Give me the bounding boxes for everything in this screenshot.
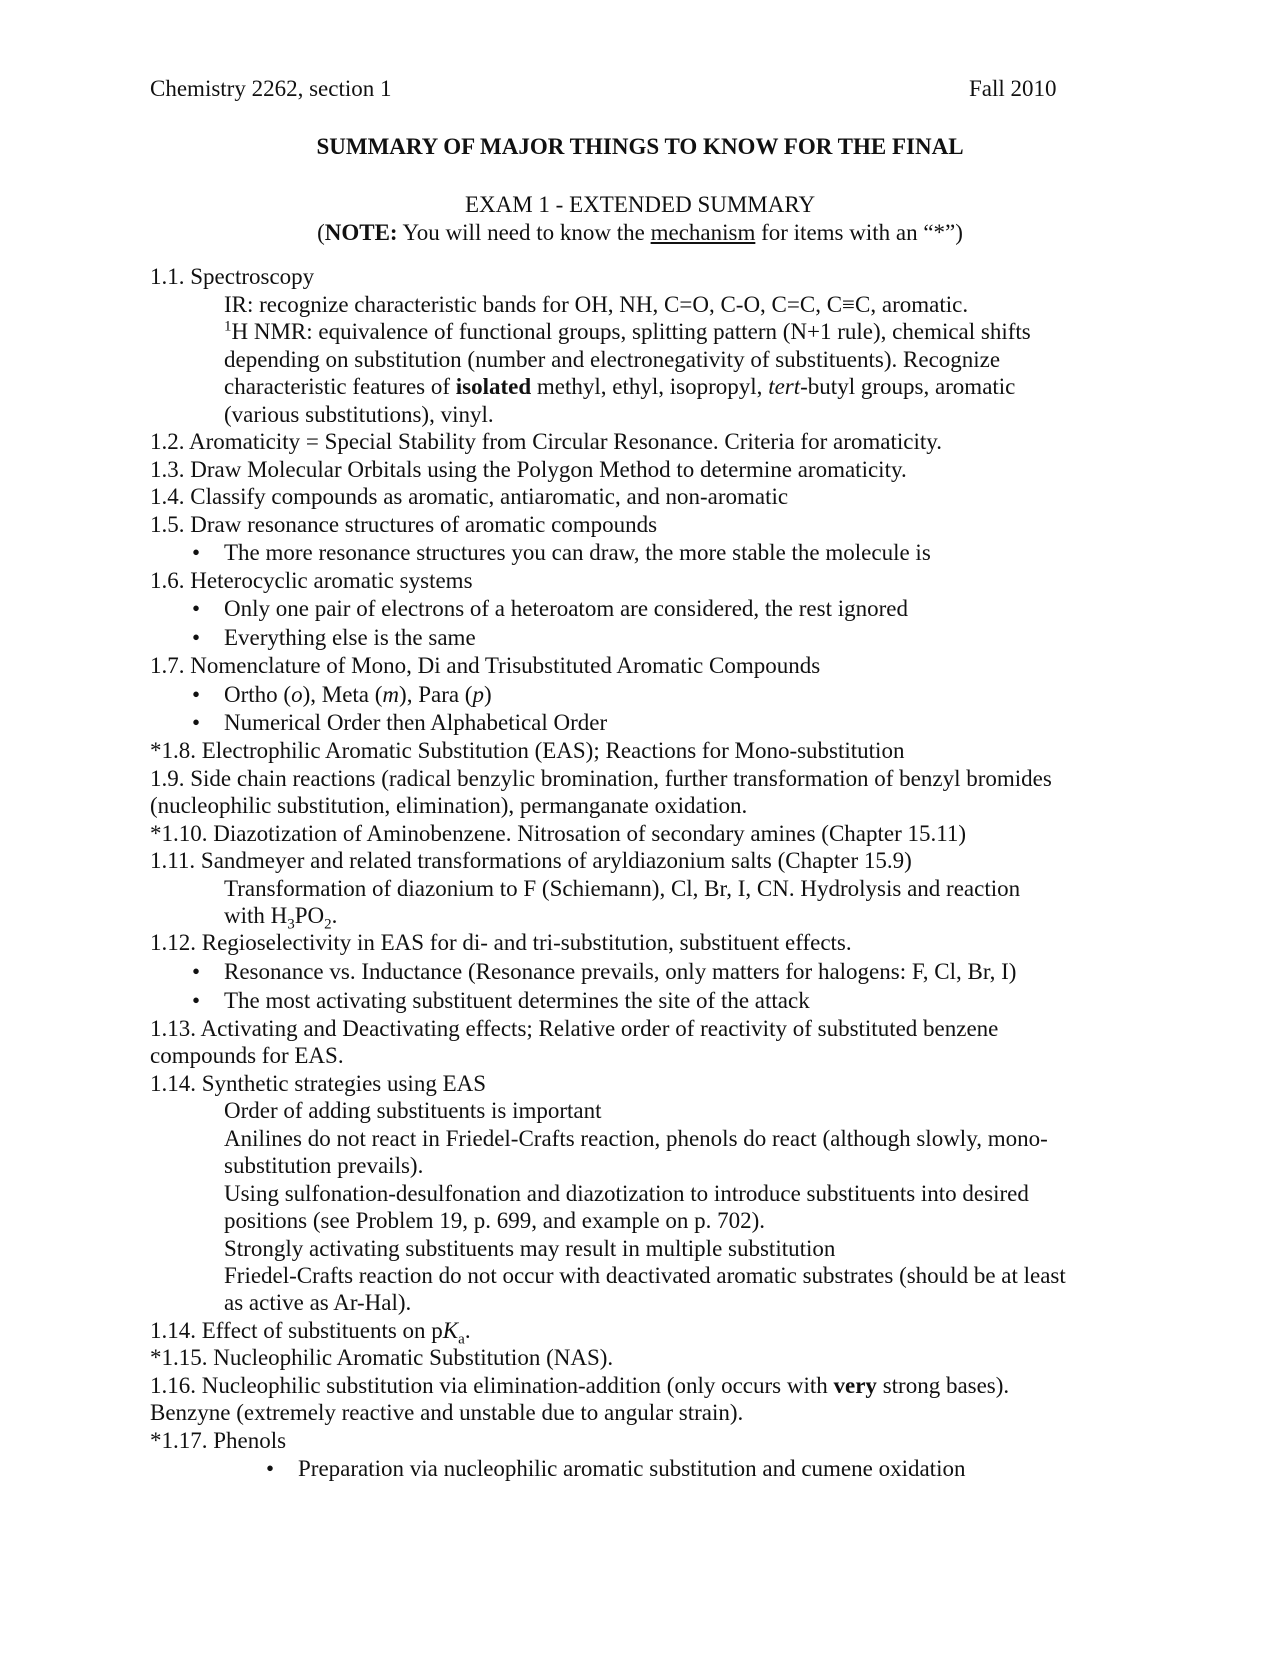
item-1-17-bullet-1: • Preparation via nucleophilic aromatic substitution and cumene oxidation [298, 1455, 965, 1483]
item-1-9: 1.9. Side chain reactions (radical benzylic bromination, further transformation of benzyl bromides [150, 766, 1052, 791]
item-1-4: 1.4. Classify compounds as aromatic, antiaromatic, and non-aromatic [150, 484, 789, 509]
term-header: Fall 2010 [969, 76, 1057, 101]
item-1-3: 1.3. Draw Molecular Orbitals using the Polygon Method to determine aromaticity. [150, 457, 907, 482]
item-1-14-line-e2: as active as Ar-Hal). [224, 1290, 412, 1315]
item-1-12-bullet-1: • Resonance vs. Inductance (Resonance prevails, only matters for halogens: F, Cl, Br, I) [224, 958, 1016, 986]
course-header: Chemistry 2262, section 1 [150, 76, 392, 101]
item-1-2: 1.2. Aromaticity = Special Stability from Circular Resonance. Criteria for aromaticity. [150, 429, 942, 454]
item-1-1-nmr: $^1$H NMR: equivalence of functional groups, splitting pattern (N+1 rule), chemical shifts [224, 318, 1031, 344]
item-1-1-nmr-line2: depending on substitution (number and electronegativity of substituents). Recognize [224, 347, 1001, 372]
item-1-7-bullet-2: • Numerical Order then Alphabetical Order [224, 709, 607, 737]
item-1-11-line3: with $H_3PO_2$. [224, 903, 338, 933]
item-1-7: 1.7. Nomenclature of Mono, Di and Trisubstituted Aromatic Compounds [150, 653, 821, 678]
page-title: SUMMARY OF MAJOR THINGS TO KNOW FOR THE FINAL [316, 134, 964, 159]
item-1-5: 1.5. Draw resonance structures of aromatic compounds [150, 512, 658, 537]
item-1-14-line-b2: substitution prevails). [224, 1153, 424, 1178]
item-1-14-line-c1: Using sulfonation-desulfonation and diazotization to introduce substituents into desired [224, 1181, 1029, 1206]
note-underlined-word: mechanism [650, 220, 756, 245]
item-1-8: *1.8. Electrophilic Aromatic Substitution (EAS); Reactions for Mono-substitution [150, 738, 905, 763]
item-1-5-bullet-1: • The more resonance structures you can draw, the more stable the molecule is [224, 539, 931, 567]
item-1-16-line2: Benzyne (extremely reactive and unstable due to angular strain). [150, 1400, 744, 1425]
item-1-14: 1.14. Synthetic strategies using EAS [150, 1071, 487, 1096]
item-1-1-nmr-line4: (various substitutions), vinyl. [224, 402, 494, 427]
item-1-10: *1.10. Diazotization of Aminobenzene. Nitrosation of secondary amines (Chapter 15.11) [150, 821, 967, 846]
item-1-17: *1.17. Phenols [150, 1428, 287, 1453]
item-1-13: 1.13. Activating and Deactivating effects; Relative order of reactivity of substituted benzene [150, 1016, 999, 1041]
note-label: NOTE: [324, 220, 398, 245]
item-1-1-nmr-line3: characteristic features of isolated methyl, ethyl, isopropyl, tert-butyl groups, aromatic [224, 374, 1016, 399]
item-1-14-line-c2: positions (see Problem 19, p. 699, and example on p. 702). [224, 1208, 766, 1233]
item-1-14-line-d: Strongly activating substituents may result in multiple substitution [224, 1236, 836, 1261]
item-1-16: 1.16. Nucleophilic substitution via elimination-addition (only occurs with very strong bases). [150, 1373, 1010, 1398]
item-1-12: 1.12. Regioselectivity in EAS for di- and tri-substitution, substituent effects. [150, 930, 852, 955]
item-1-1: 1.1. Spectroscopy [150, 264, 315, 289]
item-1-1-ir: IR: recognize characteristic bands for OH, NH, C=O, C-O, C=C, C≡C, aromatic. [224, 292, 969, 317]
exam-heading: EXAM 1 - EXTENDED SUMMARY [464, 192, 816, 217]
item-1-14-pka: 1.14. Effect of substituents on $pK_a$. [150, 1318, 471, 1348]
item-1-7-bullet-1: • Ortho (o), Meta (m), Para (p) [224, 681, 492, 709]
item-1-11: 1.11. Sandmeyer and related transformations of aryldiazonium salts (Chapter 15.9) [150, 848, 912, 873]
item-1-14-line-e1: Friedel-Crafts reaction do not occur with deactivated aromatic substrates (should be at least [224, 1263, 1066, 1288]
item-1-12-bullet-2: • The most activating substituent determines the site of the attack [224, 987, 810, 1015]
item-1-9-line2: (nucleophilic substitution, elimination), permanganate oxidation. [150, 793, 748, 818]
item-1-6-bullet-1: • Only one pair of electrons of a heteroatom are considered, the rest ignored [224, 595, 908, 623]
item-1-11-line2: Transformation of diazonium to F (Schiemann), Cl, Br, I, CN. Hydrolysis and reaction [224, 876, 1021, 901]
item-1-13-line2: compounds for EAS. [150, 1043, 344, 1068]
item-1-14-line-a: Order of adding substituents is important [224, 1098, 602, 1123]
item-1-14-line-b1: Anilines do not react in Friedel-Crafts reaction, phenols do react (although slowly, mono- [224, 1126, 1048, 1151]
item-1-6-bullet-2: • Everything else is the same [224, 624, 476, 652]
item-1-6: 1.6. Heterocyclic aromatic systems [150, 568, 473, 593]
mechanism-note: (NOTE: You will need to know the mechanism for items with an “*”) [317, 220, 963, 245]
item-1-15: *1.15. Nucleophilic Aromatic Substitution (NAS). [150, 1345, 614, 1370]
